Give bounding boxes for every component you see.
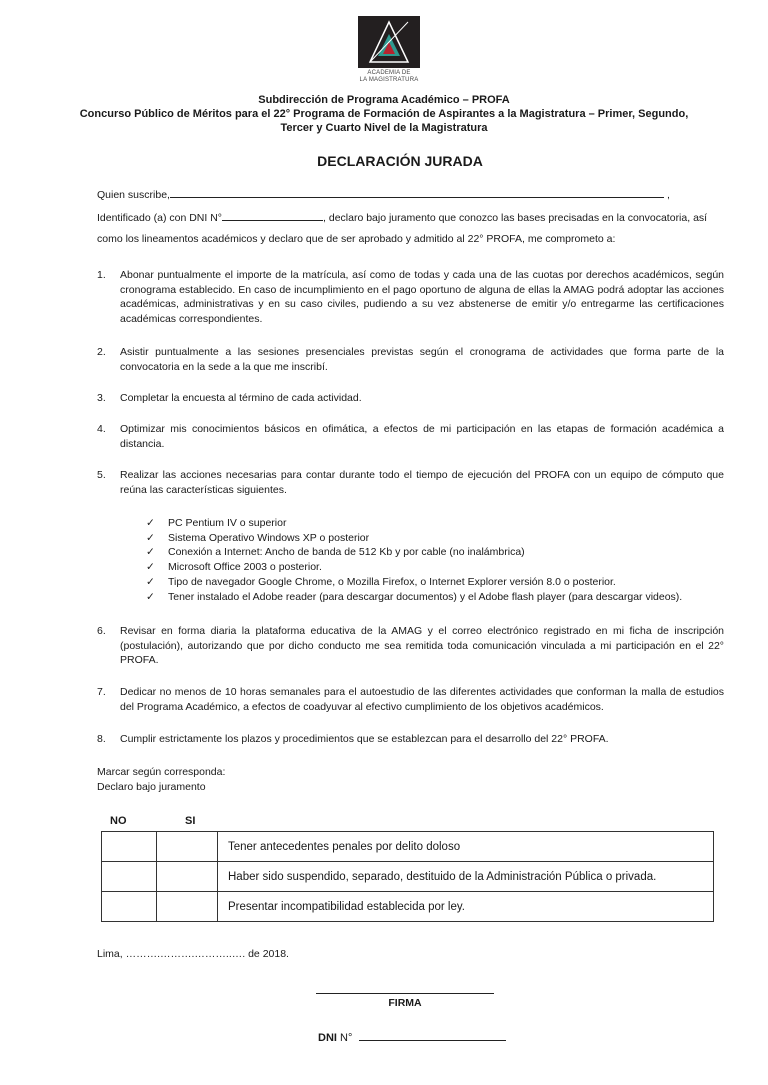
statement-cell: Haber sido suspendido, separado, destituido de la Administración Pública o privada. — [218, 862, 714, 892]
signature-line[interactable] — [316, 993, 494, 994]
item-number: 5. — [97, 469, 106, 481]
item-number: 4. — [97, 423, 106, 435]
requirement-item — [146, 590, 682, 605]
list-item-2 — [97, 345, 724, 374]
item-text: Completar la encuesta al término de cada actividad. — [120, 392, 362, 404]
no-checkbox-cell[interactable] — [102, 862, 157, 892]
requirement-text: Tipo de navegador Google Chrome, o Mozilla Firefox, o Internet Explorer versión 8.0 o posterior. — [168, 575, 616, 588]
si-checkbox-cell[interactable] — [157, 832, 218, 862]
no-checkbox-cell[interactable] — [102, 832, 157, 862]
dni-label: DNI — [318, 1032, 337, 1044]
dni-blank-field[interactable] — [222, 210, 323, 221]
logo-text-line1: ACADEMIA DE — [367, 70, 411, 76]
dni-signature-line — [318, 1030, 506, 1044]
document-title: DECLARACIÓN JURADA — [317, 153, 483, 169]
checkmark-icon: ✓ — [146, 517, 155, 529]
trailing-comma: , — [666, 189, 670, 201]
logo-mark-icon — [358, 16, 420, 68]
requirement-item — [146, 575, 682, 590]
requirement-item — [146, 516, 682, 531]
checkmark-icon: ✓ — [146, 561, 155, 574]
amag-logo — [358, 16, 420, 88]
item-text: Asistir puntualmente a las sesiones presenciales previstas según el cronograma de actividades que forma parte de la convocatoria en la sede a la que me inscribí. — [120, 346, 724, 373]
logo-text-line2: LA MAGISTRATURA — [359, 77, 419, 83]
header-line2: Concurso Público de Méritos para el 22° Programa de Formación de Aspirantes a la Magistratura – Primer, Segundo, — [79, 108, 689, 120]
requirement-text: PC Pentium IV o superior — [168, 517, 287, 529]
list-item-6 — [97, 624, 724, 668]
checkmark-icon: ✓ — [146, 590, 155, 603]
dni-suffix: N° — [336, 1032, 353, 1044]
lima-date-line: Lima, ……….……….………..…. de 2018. — [97, 948, 289, 960]
checkmark-icon: ✓ — [146, 575, 155, 588]
declaro-text: , declaro bajo juramento que conozco las bases precisadas en la convocatoria, así — [323, 212, 708, 224]
item-number: 8. — [97, 733, 106, 745]
logo-text — [358, 70, 420, 84]
statement-cell: Tener antecedentes penales por delito doloso — [218, 832, 714, 862]
requirement-text: Microsoft Office 2003 o posterior. — [168, 561, 322, 574]
header-line3: Tercer y Cuarto Nivel de la Magistratura — [280, 122, 488, 134]
no-checkbox-cell[interactable] — [102, 892, 157, 922]
firma-label: FIRMA — [388, 997, 422, 1009]
statement-cell: Presentar incompatibilidad establecida por ley. — [218, 892, 714, 922]
item-text: Optimizar mis conocimientos básicos en ofimática, a efectos de mi participación en las etapas de formación académica a distancia. — [120, 423, 724, 450]
list-item-8 — [97, 732, 724, 747]
column-no-header: NO — [110, 815, 127, 827]
column-si-header: SI — [185, 815, 196, 827]
item-text: Cumplir estrictamente los plazos y procedimientos que se establezcan para el desarrollo del 22° PROFA. — [120, 733, 609, 745]
item-number: 3. — [97, 392, 106, 404]
si-checkbox-cell[interactable] — [157, 892, 218, 922]
requirement-item — [146, 531, 682, 546]
requirements-list — [146, 516, 682, 604]
item-text: Dedicar no menos de 10 horas semanales para el autoestudio de las diferentes actividades que conforman la malla de estudios del Programa Académico, a efectos de coadyuvar al efectivo cumplimiento de los objetivos académicos. — [120, 686, 724, 713]
marcar-label: Marcar según corresponda: — [97, 766, 226, 778]
list-item-1 — [97, 268, 724, 326]
quien-suscribe-label: Quien suscribe, — [97, 189, 170, 201]
item-text: Realizar las acciones necesarias para contar durante todo el tiempo de ejecución del PROFA con un equipo de cómputo que reúna las características siguientes. — [120, 469, 724, 496]
table-row — [102, 862, 714, 892]
item-number: 6. — [97, 625, 106, 637]
list-item-7 — [97, 685, 724, 714]
requirement-text: Tener instalado el Adobe reader (para descargar documentos) y el Adobe flash player (para descargar videos). — [168, 590, 683, 603]
table-row — [102, 832, 714, 862]
list-item-3 — [97, 391, 724, 406]
requirement-item — [146, 545, 682, 560]
declaration-table — [101, 831, 714, 922]
item-number: 7. — [97, 686, 106, 698]
requirement-text: Conexión a Internet: Ancho de banda de 512 Kb y por cable (no inalámbrica) — [168, 546, 525, 559]
identificado-line — [97, 210, 707, 225]
como-line: como los lineamentos académicos y declaro que de ser aprobado y admitido al 22° PROFA, me comprometo a: — [97, 233, 616, 245]
requirement-item — [146, 560, 682, 575]
item-text: Revisar en forma diaria la plataforma educativa de la AMAG y el correo electrónico registrado en mi ficha de inscripción (postulación), autorizando que por dicho conducto me sea remitida toda comunicación vinculada a mi participación en el 22° PROFA. — [120, 625, 724, 666]
list-item-5 — [97, 468, 724, 497]
checkmark-icon: ✓ — [146, 546, 155, 559]
quien-suscribe-line — [97, 187, 670, 202]
header-line1: Subdirección de Programa Académico – PROFA — [258, 94, 510, 106]
item-number: 2. — [97, 346, 106, 358]
identificado-label: Identificado (a) con DNI N° — [97, 212, 223, 224]
list-item-4 — [97, 422, 724, 451]
requirement-text: Sistema Operativo Windows XP o posterior — [168, 531, 370, 544]
si-checkbox-cell[interactable] — [157, 862, 218, 892]
checkmark-icon: ✓ — [146, 531, 155, 544]
name-blank-field[interactable] — [170, 187, 664, 198]
item-text: Abonar puntualmente el importe de la matrícula, así como de todas y cada una de las cuotas por derechos académicos, según cronograma establecido. En caso de incumplimiento en el pago oportuno de alguna de ellas la AMAG podrá adoptar las acciones académicas, administrativas y en su caso civiles, pudiendo a su vez abstenerse de emitir y/o entregarme las certificaciones académicas correspondientes. — [120, 269, 724, 325]
item-number: 1. — [97, 269, 106, 281]
table-row — [102, 892, 714, 922]
declaro-bajo-label: Declaro bajo juramento — [97, 781, 206, 793]
dni-signature-blank[interactable] — [359, 1030, 506, 1041]
